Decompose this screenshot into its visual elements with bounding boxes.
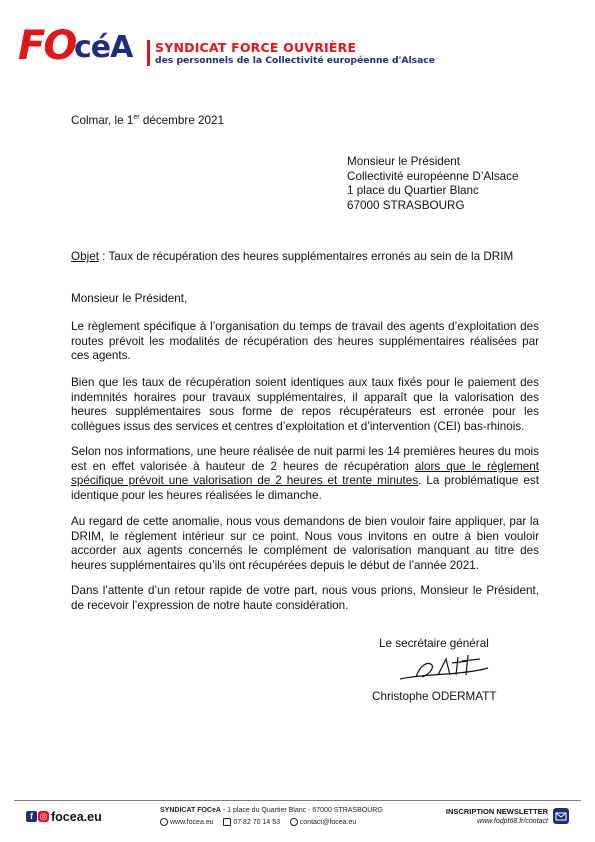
paragraph-3: Selon nos informations, une heure réalisée de nuit parmi les 14 premières heures du mois est en effet valorisée à hauteur de 2 heures de récupération alors que le règlement spécifique prévoit une valorisation de 2 heures et trente minutes. La problématique est identique pour les heures réalisées le dimanche. — [71, 445, 539, 502]
footer-phone[interactable]: 07 82 70 14 53 — [233, 818, 281, 826]
handwritten-signature — [398, 653, 490, 685]
union-title: SYNDICAT FORCE OUVRIÈRE — [155, 40, 357, 55]
mail-icon[interactable] — [553, 808, 569, 824]
signatory-title: Le secrétaire général — [379, 637, 489, 650]
paragraph-1: Le règlement spécifique à l’organisation du temps de travail des agents d’exploitation des routes prévoit les modalités de récupération des heures supplémentaires réalisées par ces agents. — [71, 320, 539, 363]
phone-icon — [223, 818, 231, 826]
footer-email[interactable]: contact@focea.eu — [299, 818, 357, 826]
union-subtitle: des personnels de la Collectivité européenne d'Alsace — [155, 55, 435, 66]
recipient-line: 1 place du Quartier Blanc — [347, 184, 479, 198]
footer-org-name: SYNDICAT FOCeA — [160, 807, 221, 814]
recipient-line: 67000 STRASBOURG — [347, 198, 465, 212]
paragraph-2: Bien que les taux de récupération soient identiques aux taux fixés pour le paiement des indemnités horaires pour travaux supplémentaires, il apparaît que la valorisation des heures supplémentaires sous forme de repos récupérateurs est erronée pour les collègues issus des services et centres d’exploitation et d’intervention (CEI) bas-rhinois. — [71, 376, 539, 433]
newsletter-title: INSCRIPTION NEWSLETTER — [445, 807, 548, 816]
subject-label: Objet — [71, 250, 99, 263]
instagram-icon[interactable]: ◎ — [39, 811, 48, 822]
footer-newsletter — [440, 807, 548, 825]
footer-contact — [160, 807, 383, 826]
salutation: Monsieur le Président, — [71, 292, 188, 305]
paragraph-5: Dans l’attente d’un retour rapide de votre part, nous vous prions, Monsieur le Président, de recevoir l’expression de notre haute considération. — [71, 584, 539, 612]
footer-brand[interactable]: focea.eu — [51, 809, 102, 824]
logo-fo: FO — [18, 23, 76, 69]
footer-divider — [14, 800, 581, 801]
letter-subject — [71, 250, 513, 265]
facebook-icon[interactable]: f — [26, 811, 37, 822]
recipient-line: Monsieur le Président — [347, 155, 461, 168]
paragraph-4: Au regard de cette anomalie, nous vous demandons de bien vouloir faire appliquer, par la DRIM, le règlement intérieur sur ce point. Nous vous invitons en outre à bien vouloir accorder aux agents concernés le complément de valorisation manquant au titre des heures supplémentaires qu’ils ont récupérées depuis le début de l’année 2021. — [71, 515, 539, 572]
footer-website[interactable]: www.focea.eu — [170, 818, 214, 826]
focea-logo — [18, 22, 148, 70]
recipient-line: Collectivité européenne D’Alsace — [347, 169, 519, 183]
footer-address: - 1 place du Quartier Blanc - 67000 STRASBOURG — [220, 807, 383, 814]
globe-icon — [160, 818, 168, 826]
footer-social — [26, 808, 102, 824]
at-icon — [290, 818, 298, 826]
logo-cea: céA — [74, 30, 133, 65]
header-divider — [147, 40, 150, 66]
subject-text: : Taux de récupération des heures supplémentaires erronés au sein de la DRIM — [98, 250, 514, 263]
newsletter-url[interactable]: www.fodpt68.fr/contact — [477, 818, 548, 825]
letter-date: Colmar, le 1er décembre 2021 — [71, 114, 225, 127]
underlined-clause: alors que le règlement spécifique prévoit une valorisation de 2 heures et trente minutes — [71, 459, 539, 488]
recipient-address — [347, 155, 519, 213]
signatory-name: Christophe ODERMATT — [372, 690, 497, 703]
